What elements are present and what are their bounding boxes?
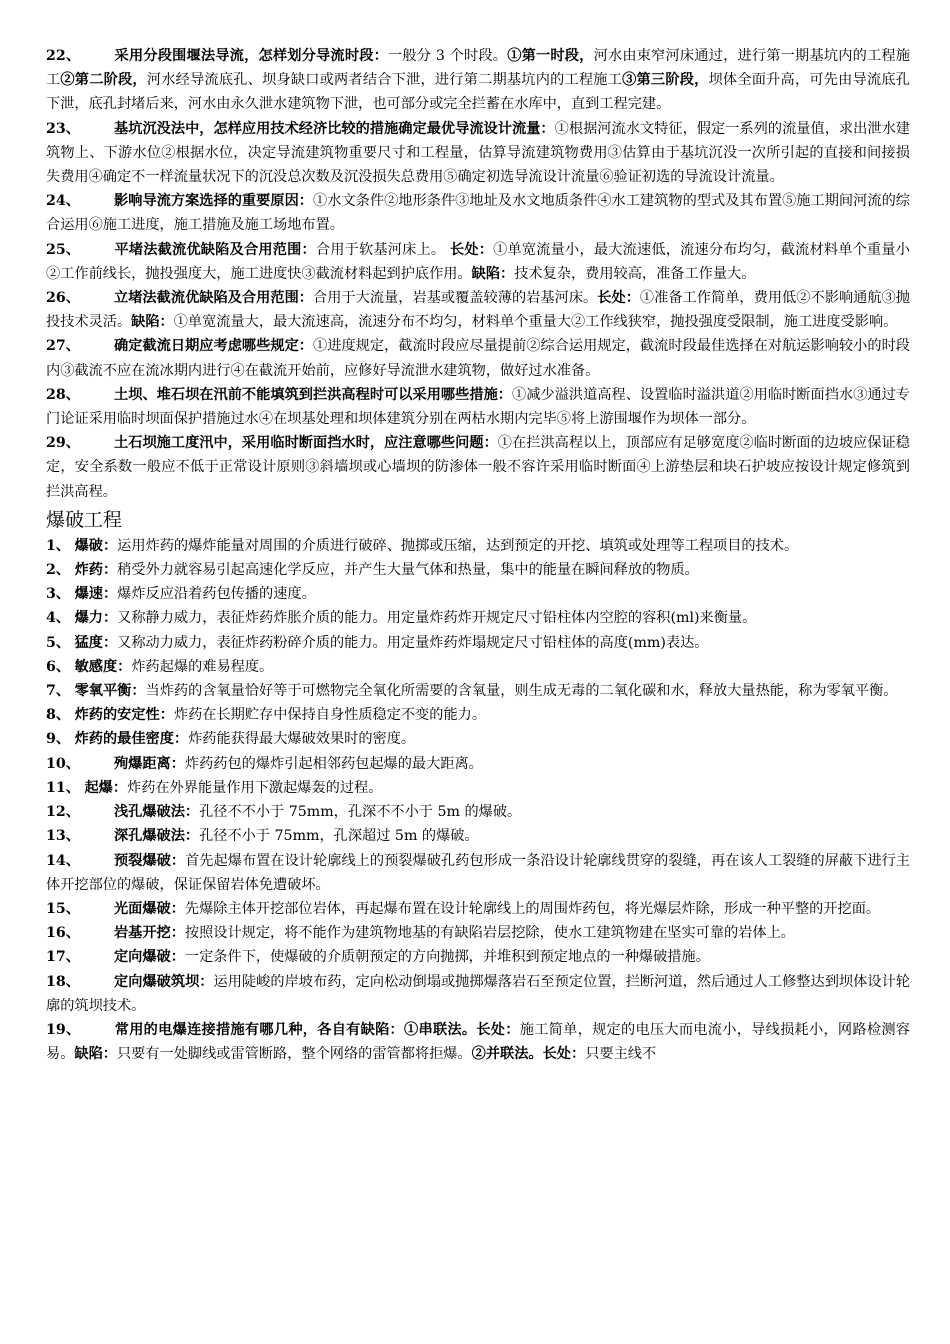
term-title: 敏感度： [74,658,132,675]
term-definition: 炸药在外界能量作用下激起爆轰的过程。 [127,779,383,796]
item-number: 10、 [46,755,80,772]
question-item [46,383,910,431]
term-item [46,800,910,824]
term-definition: 首先起爆布置在设计轮廓线上的预裂爆破孔药包形成一条沿设计轮廓线贯穿的裂缝，再在该人工裂缝的屏蔽下进行主体开挖部位的爆破，保证保留岩体免遭破坏。 [46,852,910,893]
answer-text: 一般分 3 个时段。 [388,48,508,64]
emphasis-label: ①第一时段， [507,48,594,64]
term-item [46,534,910,558]
term-title: 爆破： [74,537,118,554]
item-number: 5、 [46,634,71,651]
answer-text: 技术复杂，费用较高，准备工作量大。 [514,265,756,282]
answer-text: 坝体全面升高，可先由导流底孔下泄，底孔封堵后来，河水由永久泄水建筑物下泄，也可部分或完全拦蓄在水库中，直到工程完建。 [46,72,910,113]
answer-text: ①根据河流水文特征，假定一系列的流量值，求出泄水建筑物上、下游水位②根据水位，决定导流建筑物重要尺寸和工程量，估算导流建筑物费用③估算由于基坑沉没一次所引起的直接和间接损失费用④确定不一样流量状况下的沉没总次数及沉没损失总费用⑤确定初选导流设计流量⑥验证初选的导流设计流量。 [46,120,910,186]
item-number: 24、 [46,193,80,210]
term-item [46,606,910,630]
question-item [46,431,910,504]
term-title: 零氧平衡： [74,683,146,700]
question-title: 平堵法截流优缺陷及合用范围： [114,241,316,258]
question-title: 常用的电爆连接措施有哪几种，各自有缺陷： [114,1021,405,1038]
term-item [46,776,910,800]
question-item [46,44,910,117]
item-number: 17、 [46,949,80,966]
item-number: 12、 [46,804,80,821]
item-number: 6、 [46,658,71,675]
term-title: 爆力： [74,610,118,627]
term-definition: 稍受外力就容易引起高速化学反应，并产生大量气体和热量，集中的能量在瞬间释放的物质。 [117,562,699,579]
term-item [46,945,910,969]
term-definition: 爆炸反应沿着药包传播的速度。 [117,586,316,603]
answer-text: 河水由束窄河床通过，进行第一期基坑内的工程施工 [46,48,910,89]
emphasis-label: ②并联法。长处： [471,1046,586,1063]
term-item [46,727,910,751]
term-definition: 炸药在长期贮存中保持自身性质稳定不变的能力。 [173,707,487,724]
term-title: 炸药的安定性： [74,707,174,724]
question-item [46,117,910,190]
term-definition: 炸药药包的爆炸引起相邻药包起爆的最大距离。 [184,755,483,772]
term-title: 炸药的最佳密度： [74,731,189,748]
answer-text: ①在拦洪高程以上，顶部应有足够宽度②临时断面的边坡应保证稳定，安全系数一般应不低于正常设计原则③斜墙坝或心墙坝的防渗体一般不容许采用临时断面④上游垫层和块石护坡应按设计规定修筑到拦洪高程。 [46,435,910,500]
question-title: 土坝、堆石坝在汛前不能填筑到拦洪高程时可以采用哪些措施： [113,386,513,403]
term-definition: 运用陡峻的岸坡布药，定向松动倒塌或抛掷爆落岩石至预定位置，拦断河道，然后通过人工修整达到坝体设计轮廓的筑坝技术。 [46,973,910,1014]
term-definition: 一定条件下，使爆破的介质朝预定的方向抛掷，并堆积到预定地点的一种爆破措施。 [184,949,710,966]
emphasis-label: 缺陷： [74,1046,117,1063]
item-number: 4、 [46,610,71,627]
item-number: 28、 [46,386,80,403]
term-title: 起爆： [84,779,128,796]
term-item [46,582,910,606]
question-title: 立堵法截流优缺陷及合用范围： [113,290,313,307]
item-number: 19、 [46,1021,81,1038]
term-item [46,970,910,1018]
term-definition: 先爆除主体开挖部位岩体，再起爆布置在设计轮廓线上的周围炸药包，将光爆层炸除，形成一种平整的开挖面。 [184,900,881,917]
answer-text: 合用于软基河床上。 [315,241,450,258]
term-item [46,824,910,848]
emphasis-label: 长处： [597,290,640,307]
term-title: 爆速： [74,586,118,603]
item-number: 7、 [46,683,71,700]
term-title: 深孔爆破法： [113,828,200,845]
answer-text: 合用于大流量，岩基或覆盖较薄的岩基河床。 [313,290,598,307]
item-number: 13、 [46,828,80,845]
section-title: 爆破工程 [46,508,123,531]
question-item [46,1018,910,1066]
term-title: 预裂爆破： [113,852,186,869]
answer-text: 只要主线不 [585,1046,657,1063]
question-item [46,189,910,237]
term-title: 猛度： [74,634,118,651]
answer-text: ①水文条件②地形条件③地址及水文地质条件④水工建筑物的型式及其布置⑤施工期间河流的综合运用⑥施工进度，施工措施及施工场地布置。 [46,193,910,234]
term-definition: 运用炸药的爆炸能量对周围的介质进行破碎、抛掷或压缩，达到预定的开挖、填筑或处理等工程项目的技术。 [117,537,799,554]
emphasis-label: ②第二阶段， [60,72,147,89]
term-title: 定向爆破筑坝： [113,973,214,990]
term-item [46,558,910,582]
term-title: 定向爆破： [113,949,185,966]
item-number: 1、 [46,537,71,554]
emphasis-label: 缺陷： [471,265,515,282]
item-number: 29、 [46,435,80,452]
emphasis-label: ①串联法。长处： [404,1021,520,1038]
term-item [46,655,910,679]
item-number: 14、 [46,852,80,869]
term-title: 浅孔爆破法： [113,804,200,821]
term-item [46,849,910,897]
item-number: 18、 [46,973,80,990]
term-definition: 按照设计规定，将不能作为建筑物地基的有缺陷岩层挖除，使水工建筑物建在坚实可靠的岩体上。 [184,925,795,942]
term-definition: 炸药能获得最大爆破效果时的密度。 [188,731,416,748]
question-item [46,238,910,286]
term-title: 殉爆距离： [113,755,185,772]
answer-text: ①单宽流量小，最大流速低，流速分布均匀，截流材料单个重量小②工作前线长，抛投强度大，施工进度快③截流材料起到护底作用。 [46,241,910,282]
answer-text: ①减少溢洪道高程、设置临时溢洪道②用临时断面挡水③通过专门论证采用临时坝面保护措施过水④在坝基处理和坝体建筑分别在两枯水期内完毕⑤将上游围堰作为坝体一部分。 [46,386,910,428]
item-number: 22、 [46,48,81,64]
emphasis-label: 长处： [450,241,494,258]
answer-text: 施工简单，规定的电压大而电流小，导线损耗小，网路检测容易。 [46,1021,910,1063]
term-definition: 孔径不小于 75mm，孔深超过 5m 的爆破。 [199,828,479,845]
question-item [46,286,910,334]
item-number: 16、 [46,925,80,942]
answer-text: ①进度规定，截流时段应尽量提前②综合运用规定，截流时段最佳选择在对航运影响较小的时段内③截流不应在流冰期内进行④在截流开始前，应修好导流泄水建筑物，做好过水准备。 [46,338,910,379]
term-item [46,752,910,776]
item-number: 11、 [46,779,80,796]
question-title: 基坑沉没法中，怎样应用技术经济比较的措施确定最优导流设计流量： [113,120,555,137]
question-title: 土石坝施工度汛中，采用临时断面挡水时，应注意哪些问题： [113,435,498,452]
term-title: 岩基开挖： [113,925,185,942]
answer-text: 河水经导流底孔、坝身缺口或两者结合下泄，进行第二期基坑内的工程施工 [146,72,623,89]
term-definition: 炸药起爆的难易程度。 [131,658,274,675]
item-number: 23、 [46,120,80,137]
term-item [46,897,910,921]
term-definition: 又称动力威力，表征炸药粉碎介质的能力。用定量炸药炸塌规定尺寸铅柱体的高度(mm)表达。 [117,634,709,651]
diversion-questions [46,44,910,504]
emphasis-label: ③第三阶段， [622,72,709,89]
term-item [46,921,910,945]
emphasis-label: 缺陷： [131,314,174,331]
item-number: 15、 [46,900,80,917]
answer-text: 只要有一处脚线或雷管断路，整个网络的雷管都将拒爆。 [116,1046,472,1063]
question-title: 采用分段围堰法导流，怎样划分导流时段： [114,48,388,64]
question-item [46,334,910,382]
term-definition: 又称静力威力，表征炸药炸胀介质的能力。用定量炸药炸开规定尺寸铅柱体内空腔的容积(ml)来衡量。 [117,610,757,627]
item-number: 2、 [46,562,71,579]
question-19 [46,1018,910,1066]
item-number: 9、 [46,731,71,748]
term-item [46,679,910,703]
answer-text: ①单宽流量大，最大流速高，流速分布不均匀，材料单个重量大②工作线狭窄，抛投强度受限制，施工进度受影响。 [173,314,898,331]
blasting-terms [46,534,910,1018]
item-number: 26、 [46,290,80,307]
term-definition: 孔径不不小于 75mm，孔深不不小于 5m 的爆破。 [199,804,522,821]
question-title: 确定截流日期应考虑哪些规定： [113,338,314,355]
question-title: 影响导流方案选择的重要原因： [113,193,314,210]
term-definition: 当炸药的含氧量恰好等于可燃物完全氧化所需要的含氧量，则生成无毒的二氧化碳和水，释放大量热能，称为零氧平衡。 [145,683,898,700]
term-title: 炸药： [74,562,118,579]
term-item [46,703,910,727]
item-number: 8、 [46,707,71,724]
answer-text: ①准备工作简单，费用低②不影响通航③抛投技术灵活。 [46,290,910,331]
item-number: 3、 [46,586,71,603]
item-number: 27、 [46,338,80,355]
term-item [46,631,910,655]
term-title: 光面爆破： [113,900,185,917]
item-number: 25、 [46,241,81,258]
